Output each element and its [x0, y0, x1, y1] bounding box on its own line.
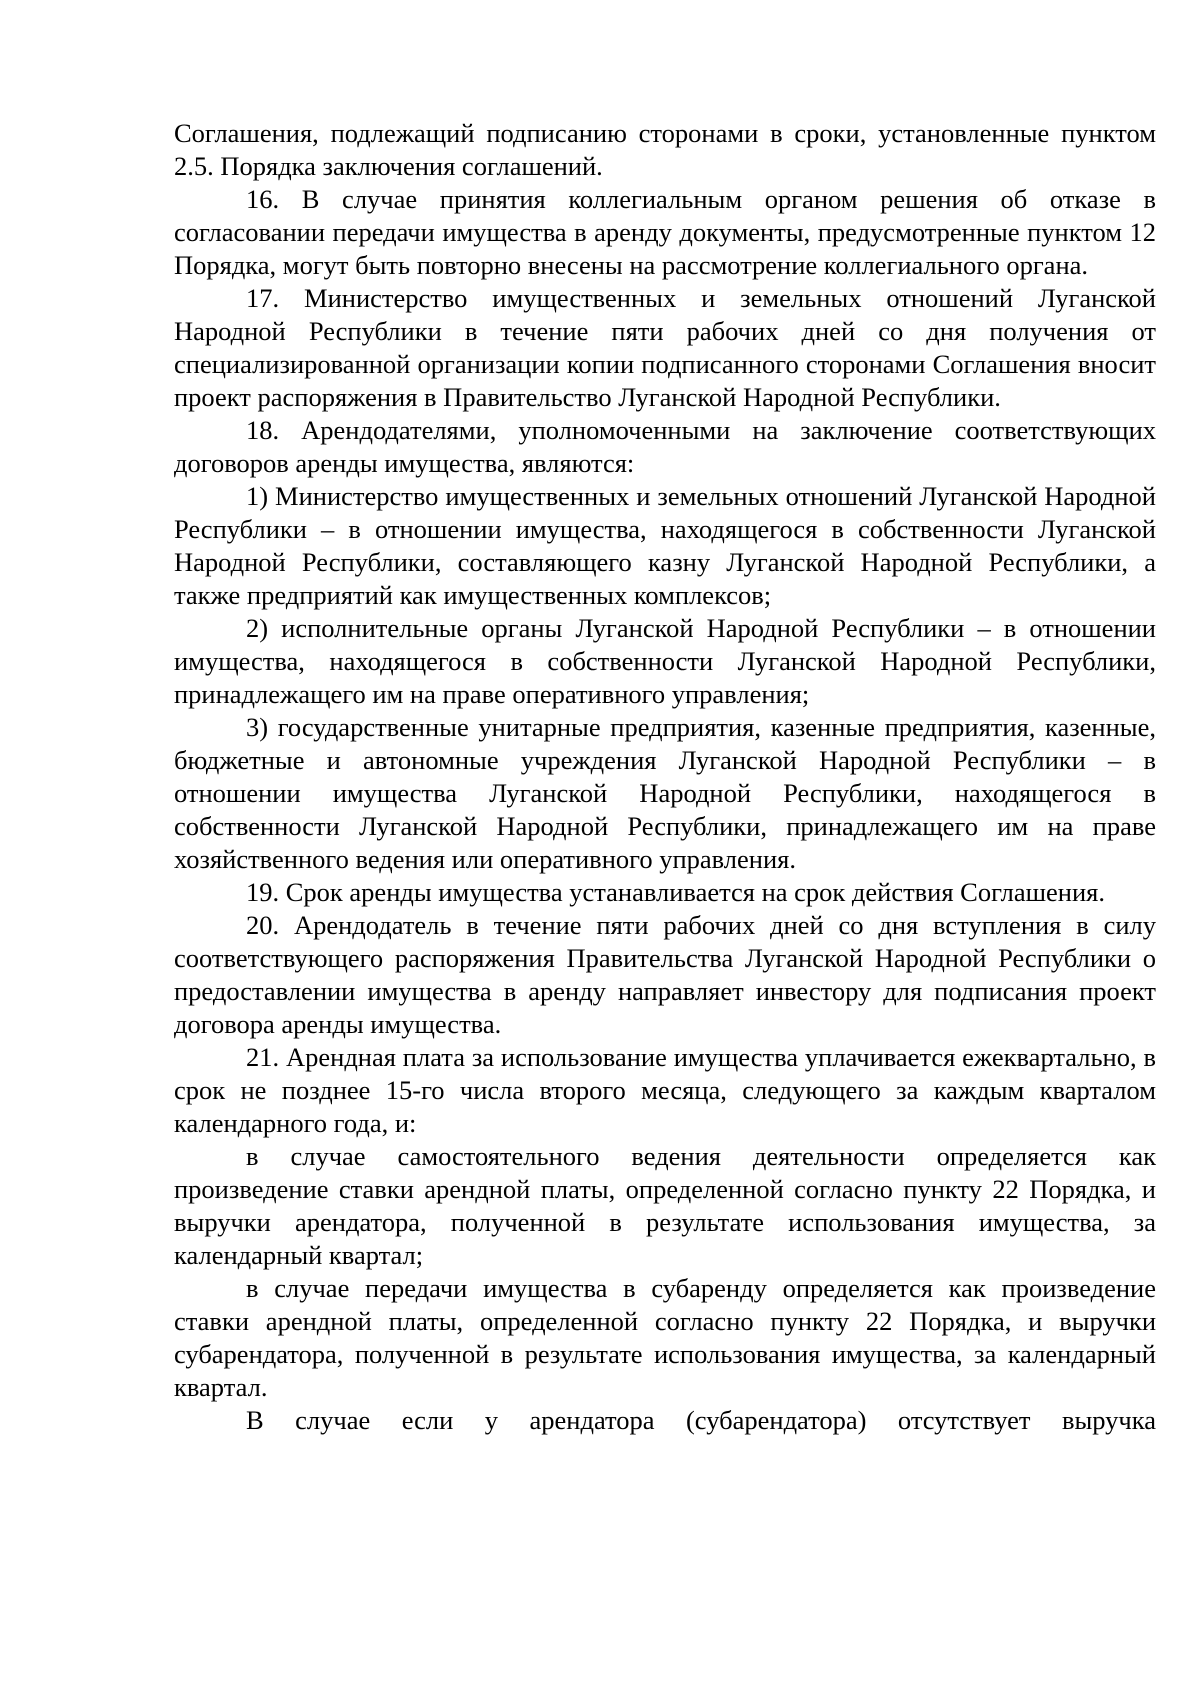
paragraph-item-16: 16. В случае принятия коллегиальным органом решения об отказе в согласовании передачи имущества в аренду документы, предусмотренные пунктом 12 Порядка, могут быть повторно внесены на рассмотрение коллегиального органа. [174, 184, 1156, 280]
paragraph-item-18-subitem-2: 2) исполнительные органы Луганской Народной Республики – в отношении имущества, находящегося в собственности Луганской Народной Республики, принадлежащего им на праве оперативного управления; [174, 613, 1156, 709]
paragraph-item-21-self-operation: в случае самостоятельного ведения деятельности определяется как произведение ставки арендной платы, определенной согласно пункту 22 Порядка, и выручки арендатора, полученной в результате использования имущества, за календарный квартал; [174, 1141, 1156, 1270]
paragraph-item-18: 18. Арендодателями, уполномоченными на заключение соответствующих договоров аренды имущества, являются: [174, 415, 1156, 478]
paragraph-item-18-subitem-3: 3) государственные унитарные предприятия, казенные предприятия, казенные, бюджетные и автономные учреждения Луганской Народной Республики – в отношении имущества Луганской Народной Республики, находящегося в собственности Луганской Народной Республики, принадлежащего им на праве хозяйственного ведения или оперативного управления. [174, 712, 1156, 874]
paragraph-item-18-subitem-1: 1) Министерство имущественных и земельных отношений Луганской Народной Республики – в отношении имущества, находящегося в собственности Луганской Народной Республики, составляющего казну Луганской Народной Республики, а также предприятий как имущественных комплексов; [174, 481, 1156, 610]
paragraph-item-21-sublease: в случае передачи имущества в субаренду определяется как произведение ставки арендной платы, определенной согласно пункту 22 Порядка, и выручки субарендатора, полученной в результате использования имущества, за календарный квартал. [174, 1273, 1156, 1402]
paragraph-continuation-agreement: Соглашения, подлежащий подписанию сторонами в сроки, установленные пунктом 2.5. Порядка заключения соглашений. [174, 118, 1156, 181]
paragraph-item-17: 17. Министерство имущественных и земельных отношений Луганской Народной Республики в течение пяти рабочих дней со дня получения от специализированной организации копии подписанного сторонами Соглашения вносит проект распоряжения в Правительство Луганской Народной Республики. [174, 283, 1156, 412]
paragraph-no-revenue-case: В случае если у арендатора (субарендатора) отсутствует выручка [246, 1405, 1156, 1435]
paragraph-item-20: 20. Арендодатель в течение пяти рабочих дней со дня вступления в силу соответствующего распоряжения Правительства Луганской Народной Республики о предоставлении имущества в аренду направляет инвестору для подписания проект договора аренды имущества. [174, 910, 1156, 1039]
document-body [174, 117, 1156, 1437]
paragraph-item-21: 21. Арендная плата за использование имущества уплачивается ежеквартально, в срок не позднее 15-го числа второго месяца, следующего за каждым кварталом календарного года, и: [174, 1042, 1156, 1138]
paragraph-item-19: 19. Срок аренды имущества устанавливается на срок действия Соглашения. [246, 877, 1105, 907]
